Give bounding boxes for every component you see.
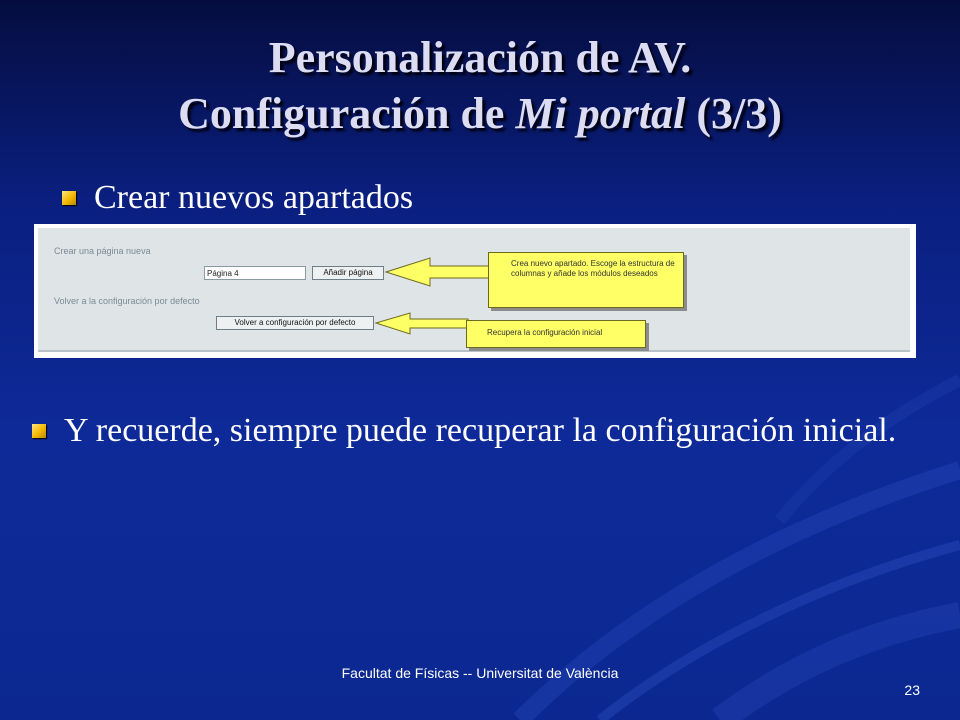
arrow-icon <box>376 313 468 334</box>
bullet-text: Crear nuevos apartados <box>94 179 414 216</box>
page-number: 23 <box>904 682 920 698</box>
bullet-create-sections <box>62 178 413 218</box>
arrow-icon <box>386 258 490 286</box>
reset-config-button[interactable]: Volver a configuración por defecto <box>216 316 374 330</box>
callout-create-section: Crea nuevo apartado. Escoge la estructura de columnas y añade los módulos deseados <box>488 252 684 308</box>
title-line-2-suffix: (3/3) <box>685 89 782 138</box>
title-line-2-prefix: Configuración de <box>178 89 516 138</box>
slide-footer: Facultat de Físicas -- Universitat de València <box>341 665 619 681</box>
title-line-2-emphasis: Mi portal <box>515 89 686 138</box>
bullet-recover-config <box>32 412 912 450</box>
callout-reset-config: Recupera la configuración inicial <box>466 320 646 348</box>
portal-config-panel <box>38 228 910 352</box>
bullet-square-icon <box>62 191 76 205</box>
page-name-input[interactable]: Página 4 <box>204 266 306 280</box>
slide-title <box>40 30 920 142</box>
bullet-text: Y recuerde, siempre puede recuperar la configuración inicial. <box>64 412 897 449</box>
add-page-button[interactable]: Añadir página <box>312 266 384 280</box>
create-page-label: Crear una página nueva <box>54 246 151 256</box>
title-line-2 <box>40 86 920 142</box>
portal-screenshot <box>34 224 916 358</box>
bullet-square-icon <box>32 424 46 438</box>
reset-config-label: Volver a la configuración por defecto <box>54 296 200 306</box>
title-line-1: Personalización de AV. <box>268 33 692 82</box>
